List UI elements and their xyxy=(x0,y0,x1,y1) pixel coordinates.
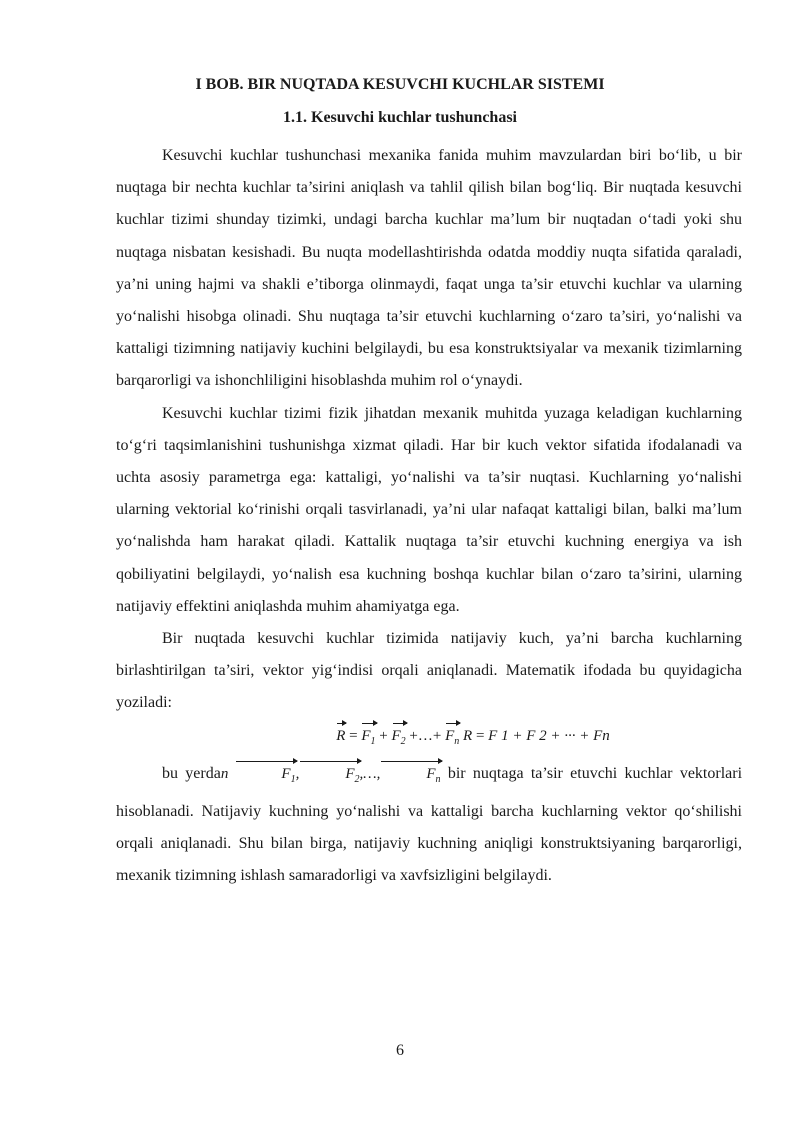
after-formula-prefix: bu yerda xyxy=(162,764,221,782)
formula-sub2: 2 xyxy=(400,735,406,747)
chapter-title: I BOB. BIR NUQTADA KESUVCHI KUCHLAR SISTEMI xyxy=(195,76,605,93)
formula-eq2: = xyxy=(475,727,485,744)
inline-sub2: 2 xyxy=(354,773,360,785)
formula-plus1: + xyxy=(379,727,388,744)
inline-vector-F1 xyxy=(235,758,295,796)
inline-sep: , xyxy=(376,765,381,782)
formula-dots: +…+ xyxy=(409,727,442,744)
inline-vector-Fn xyxy=(380,758,440,796)
inline-F: F xyxy=(345,765,355,782)
paragraph-4 xyxy=(116,758,742,893)
vector-F2 xyxy=(392,720,406,758)
formula-F: F xyxy=(445,727,455,744)
resultant-formula xyxy=(116,720,742,758)
inline-subn: n xyxy=(435,773,441,785)
formula-sub1: 1 xyxy=(370,735,376,747)
vector-Fn xyxy=(445,720,459,758)
formula-F: F xyxy=(361,727,371,744)
inline-vector-F2 xyxy=(299,758,359,796)
paragraph-1: Kesuvchi kuchlar tushunchasi mexanika fanida muhim mavzulardan biri bo‘lib, u bir nuqtaga bir nechta kuchlar ta’sirini aniqlash va tahlil qilish bilan bog‘liq. Bir nuqtada kesuvchi kuchlar tizimi shunday tizimki, undagi barcha kuchlar ma’lum bir nuqtadan o‘tadi yoki shu nuqtaga nisbatan kesishadi. Bu nuqta modellashtirishda odatda moddiy nuqta sifatida qaraladi, ya’ni uning hajmi va shakli e’tiborga olinmaydi, faqat unga ta’sir etuvchi kuchlar va ularning yo‘nalishi hisobga olinadi. Shu nuqtaga ta’sir etuvchi kuchlarning o‘zaro ta’siri, yo‘nalishi va kattaligi tizimning natijaviy kuchini belgilaydi, bu esa konstruktsiyalar va mexanik tizimlarning barqarorligi va ishonchliligini hisoblashda muhim rol o‘ynaydi. xyxy=(116,147,742,390)
inline-sep: , xyxy=(295,765,300,782)
formula-tail-expr: F 1 + F 2 + ··· + Fn xyxy=(488,727,610,744)
inline-ellipsis: … xyxy=(363,765,377,782)
var-n: n xyxy=(220,765,229,782)
inline-F: F xyxy=(426,765,436,782)
formula-tail-R: R xyxy=(463,727,473,744)
vector-F1 xyxy=(361,720,375,758)
body-text xyxy=(116,140,742,892)
formula-subn: n xyxy=(454,735,460,747)
inline-F: F xyxy=(281,765,291,782)
paragraph-2: Kesuvchi kuchlar tizimi fizik jihatdan mexanik muhitda yuzaga keladigan kuchlarning to‘g‘ri taqsimlanishini tushunishga xizmat qiladi. Har bir kuch vektor sifatida ifodalanadi va uchta asosiy parametrga ega: kattaligi, yo‘nalishi va ta’sir nuqtasi. Kuchlarning yo‘nalishi ularning vektorial ko‘rinishi orqali tasvirlanadi, ya’ni ular nafaqat kattaligi bilan, balki ma’lum yo‘nalishda ham harakat qiladi. Kattalik nuqtaga ta’sir etuvchi kuchning energiya va ish qobiliyatini belgilaydi, yo‘nalish esa kuchning boshqa kuchlar bilan o‘zaro ta’sirini, ularning natijaviy effektini aniqlashda muhim ahamiyatga ega. xyxy=(116,404,742,615)
page-number: 6 xyxy=(396,1042,404,1059)
after-formula-suffix: bir nuqtaga ta’sir etuvchi kuchlar vektorlari hisoblanadi. Natijaviy kuchning yo‘nalishi va kattaligi barcha kuchlarning vektor qo‘shilishi orqali aniqlanadi. Shu bilan birga, natijaviy kuchning aniqligi konstruktsiyaning barqarorligi, mexanik tizimning ishlash samaradorligi va xavfsizligini belgilaydi. xyxy=(116,764,743,885)
inline-sep: , xyxy=(359,765,364,782)
inline-vector-list xyxy=(220,765,441,785)
paragraph-3: Bir nuqtada kesuvchi kuchlar tizimida natijaviy kuch, ya’ni barcha kuchlarning birlashtirilgan ta’siri, vektor yig‘indisi orqali aniqlanadi. Matematik ifodada bu quyidagicha yoziladi: xyxy=(116,630,742,712)
section-title: 1.1. Kesuvchi kuchlar tushunchasi xyxy=(283,109,517,126)
formula-eq1: = xyxy=(349,727,358,744)
vector-R: R xyxy=(336,720,345,752)
formula-F: F xyxy=(391,727,401,744)
inline-sub1: 1 xyxy=(290,773,296,785)
